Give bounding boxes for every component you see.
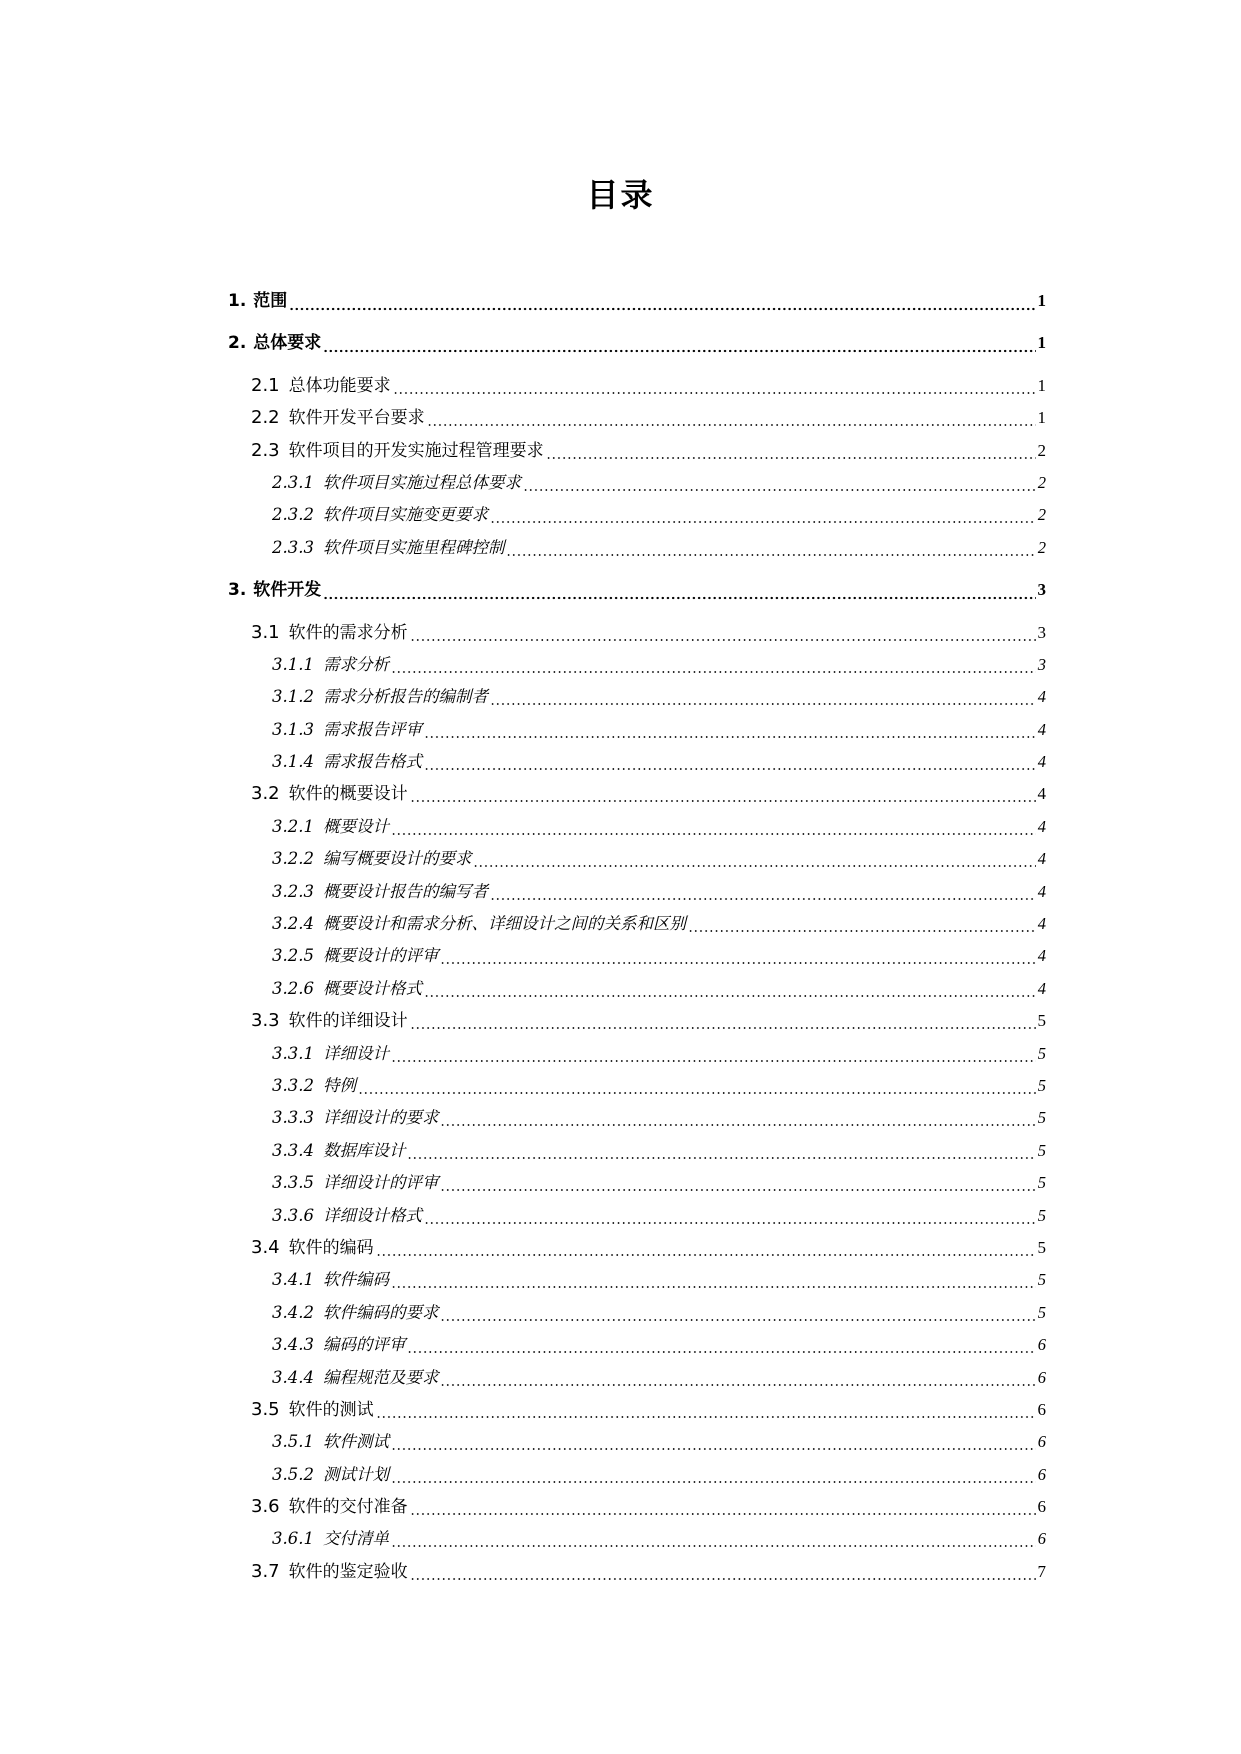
dot-leader <box>376 1232 1036 1264</box>
dot-leader <box>358 1070 1036 1102</box>
toc-entry-number: 3.2.4 <box>272 914 314 934</box>
dot-leader <box>289 285 1035 317</box>
dot-leader <box>506 532 1035 564</box>
toc-entry-number: 3.2.3 <box>272 881 314 901</box>
dot-leader <box>546 435 1036 467</box>
toc-entry-page-number: 2 <box>1037 537 1046 557</box>
toc-entry-number: 3.3 <box>251 1010 280 1032</box>
toc-entry-title: 需求分析 <box>322 654 389 674</box>
toc-entry-page-number: 6 <box>1037 1464 1046 1484</box>
toc-entry-number: 3.3.4 <box>272 1140 314 1160</box>
toc-entry[interactable] <box>228 1070 1046 1102</box>
toc-entry[interactable] <box>228 681 1046 713</box>
toc-entry-title: 软件项目的开发实施过程管理要求 <box>288 440 544 461</box>
toc-entry-page-number: 5 <box>1037 1270 1046 1290</box>
dot-leader <box>407 1329 1035 1361</box>
toc-entry[interactable] <box>228 746 1046 778</box>
toc-entry[interactable] <box>228 649 1046 681</box>
toc-entry-page-number: 1 <box>1037 408 1046 428</box>
toc-entry[interactable] <box>228 467 1046 499</box>
toc-entry[interactable] <box>228 973 1046 1005</box>
toc-entry-page-number: 5 <box>1037 1205 1046 1225</box>
toc-entry[interactable] <box>228 617 1046 649</box>
toc-entry-title: 总体要求 <box>253 333 322 354</box>
dot-leader <box>391 811 1036 843</box>
dot-leader <box>391 1523 1036 1555</box>
toc-entry-page-number: 5 <box>1037 1108 1046 1128</box>
toc-entry-number: 3.5.1 <box>272 1432 314 1452</box>
dot-leader <box>410 1005 1036 1037</box>
toc-entry-title: 概要设计和需求分析、详细设计之间的关系和区别 <box>322 914 686 934</box>
toc-entry-number: 3.4.1 <box>272 1270 314 1290</box>
toc-entry-number: 3.5 <box>251 1398 280 1420</box>
toc-entry-title: 软件项目实施过程总体要求 <box>322 472 521 492</box>
toc-entry[interactable] <box>228 435 1046 467</box>
toc-entry-title: 软件的需求分析 <box>288 622 408 643</box>
toc-entry-title: 需求报告评审 <box>322 719 422 739</box>
dot-leader <box>393 370 1036 402</box>
dot-leader <box>490 681 1036 713</box>
dot-leader <box>410 1491 1036 1523</box>
toc-entry-title: 软件编码的要求 <box>322 1302 439 1322</box>
dot-leader <box>391 1038 1036 1070</box>
toc-entry[interactable] <box>228 285 1046 317</box>
dot-leader <box>424 746 1036 778</box>
toc-entry[interactable] <box>228 1264 1046 1296</box>
dot-leader <box>490 499 1036 531</box>
toc-entry-page-number: 5 <box>1037 1302 1046 1322</box>
toc-entry-number: 2.2 <box>251 407 280 429</box>
toc-entry-title: 交付清单 <box>322 1529 389 1549</box>
toc-entry[interactable] <box>228 1426 1046 1458</box>
toc-entry[interactable] <box>228 1329 1046 1361</box>
toc-entry-title: 软件的交付准备 <box>288 1497 408 1518</box>
toc-entry[interactable] <box>228 1362 1046 1394</box>
toc-entry-number: 2.3 <box>251 439 280 461</box>
toc-entry-number: 3.4 <box>251 1236 280 1258</box>
toc-entry[interactable] <box>228 1135 1046 1167</box>
toc-entry-number: 3.1.2 <box>272 687 314 707</box>
toc-entry-title: 软件的详细设计 <box>288 1011 408 1032</box>
toc-entry-title: 测试计划 <box>322 1464 389 1484</box>
toc-entry[interactable] <box>228 1459 1046 1491</box>
toc-entry-number: 3.6.1 <box>272 1529 314 1549</box>
toc-entry-number: 1. <box>228 291 247 311</box>
toc-entry-number: 3.3.1 <box>272 1043 314 1063</box>
toc-entry-title: 概要设计报告的编写者 <box>322 881 488 901</box>
toc-entry-number: 3.6 <box>251 1496 280 1518</box>
toc-entry-title: 需求报告格式 <box>322 752 422 772</box>
toc-entry[interactable] <box>228 574 1046 606</box>
toc-entry-title: 详细设计格式 <box>322 1205 422 1225</box>
toc-entry[interactable] <box>228 908 1046 940</box>
dot-leader <box>440 1297 1035 1329</box>
dot-leader <box>424 1200 1036 1232</box>
dot-leader <box>410 1556 1036 1588</box>
toc-entry-page-number: 6 <box>1037 1529 1046 1549</box>
toc-entry-title: 软件的概要设计 <box>288 784 408 805</box>
toc-entry-number: 3.2.6 <box>272 978 314 998</box>
toc-entry-page-number: 2 <box>1037 472 1046 492</box>
toc-entry-page-number: 4 <box>1037 687 1046 707</box>
toc-entry-number: 3.1.4 <box>272 752 314 772</box>
toc-entry-title: 软件项目实施变更要求 <box>322 505 488 525</box>
toc-entry-number: 3.7 <box>251 1560 280 1582</box>
toc-entry-title: 详细设计 <box>322 1043 389 1063</box>
dot-leader <box>391 1264 1036 1296</box>
toc-entry[interactable] <box>228 1200 1046 1232</box>
dot-leader <box>323 574 1035 606</box>
toc-entry-page-number: 6 <box>1037 1335 1046 1355</box>
dot-leader <box>440 1362 1035 1394</box>
dot-leader <box>440 1167 1035 1199</box>
table-of-contents <box>228 285 1046 1588</box>
toc-entry[interactable] <box>228 1491 1046 1523</box>
toc-entry-number: 2.1 <box>251 374 280 396</box>
toc-entry-title: 概要设计的评审 <box>322 946 439 966</box>
dot-leader <box>391 1426 1036 1458</box>
toc-entry-number: 3.3.2 <box>272 1075 314 1095</box>
toc-entry-number: 2.3.1 <box>272 472 314 492</box>
toc-entry-title: 软件的编码 <box>288 1237 374 1258</box>
toc-entry-title: 总体功能要求 <box>288 375 391 396</box>
toc-entry-number: 2. <box>228 333 247 354</box>
toc-entry-title: 软件测试 <box>322 1432 389 1452</box>
toc-entry-title: 详细设计的评审 <box>322 1173 439 1193</box>
toc-entry-page-number: 6 <box>1037 1497 1046 1517</box>
toc-entry[interactable] <box>228 532 1046 564</box>
dot-leader <box>473 843 1035 875</box>
toc-entry[interactable] <box>228 714 1046 746</box>
toc-entry-title: 软件的测试 <box>288 1399 374 1420</box>
dot-leader <box>490 876 1036 908</box>
dot-leader <box>376 1394 1036 1426</box>
toc-entry[interactable] <box>228 327 1046 359</box>
dot-leader <box>410 617 1036 649</box>
toc-entry[interactable] <box>228 1394 1046 1426</box>
toc-entry-page-number: 3 <box>1037 580 1046 600</box>
toc-entry-page-number: 5 <box>1037 1140 1046 1160</box>
toc-entry-number: 3.2.2 <box>272 849 314 869</box>
toc-entry-number: 3.4.2 <box>272 1302 314 1322</box>
toc-entry-page-number: 5 <box>1037 1237 1046 1257</box>
toc-entry-title: 数据库设计 <box>322 1140 406 1160</box>
toc-entry[interactable] <box>228 876 1046 908</box>
toc-entry[interactable] <box>228 402 1046 434</box>
toc-entry-title: 详细设计的要求 <box>322 1108 439 1128</box>
toc-entry-title: 概要设计格式 <box>322 978 422 998</box>
dot-leader <box>323 327 1035 359</box>
dot-leader <box>391 649 1036 681</box>
toc-entry-page-number: 1 <box>1037 291 1046 310</box>
toc-entry[interactable] <box>228 1038 1046 1070</box>
toc-entry-title: 特例 <box>322 1075 356 1095</box>
toc-entry-number: 2.3.3 <box>272 537 314 557</box>
toc-entry[interactable] <box>228 1005 1046 1037</box>
toc-entry-number: 3.1.1 <box>272 654 314 674</box>
toc-entry[interactable] <box>228 811 1046 843</box>
toc-entry-number: 3.1 <box>251 621 280 643</box>
toc-entry-title: 编程规范及要求 <box>322 1367 439 1387</box>
dot-leader <box>688 908 1036 940</box>
toc-entry[interactable] <box>228 1102 1046 1134</box>
toc-entry-title: 软件项目实施里程碑控制 <box>322 537 505 557</box>
toc-entry-title: 软件开发平台要求 <box>288 408 425 429</box>
toc-entry-number: 3.3.5 <box>272 1173 314 1193</box>
toc-entry-title: 软件编码 <box>322 1270 389 1290</box>
toc-entry-number: 3.3.6 <box>272 1205 314 1225</box>
toc-entry-number: 3.2 <box>251 783 280 805</box>
toc-entry-page-number: 5 <box>1037 1173 1046 1193</box>
toc-entry[interactable] <box>228 778 1046 810</box>
toc-entry-page-number: 6 <box>1037 1367 1046 1387</box>
toc-entry-title: 编写概要设计的要求 <box>322 849 472 869</box>
toc-entry-page-number: 4 <box>1037 816 1046 836</box>
toc-entry-title: 范围 <box>253 291 288 311</box>
dot-leader <box>424 714 1036 746</box>
toc-entry-page-number: 4 <box>1037 946 1046 966</box>
toc-entry-page-number: 6 <box>1037 1399 1046 1419</box>
toc-entry-title: 软件的鉴定验收 <box>288 1561 408 1582</box>
page-title: 目录 <box>586 176 655 214</box>
dot-leader <box>523 467 1036 499</box>
toc-entry-page-number: 4 <box>1037 978 1046 998</box>
toc-entry-page-number: 5 <box>1037 1043 1046 1063</box>
toc-entry-page-number: 2 <box>1037 505 1046 525</box>
toc-entry[interactable] <box>228 499 1046 531</box>
toc-entry-page-number: 3 <box>1037 622 1046 642</box>
toc-entry-page-number: 2 <box>1037 440 1046 460</box>
toc-entry-title: 编码的评审 <box>322 1335 406 1355</box>
dot-leader <box>391 1459 1036 1491</box>
toc-entry-number: 3.2.1 <box>272 816 314 836</box>
toc-entry-page-number: 1 <box>1037 333 1046 353</box>
toc-entry-number: 2.3.2 <box>272 505 314 525</box>
toc-entry-title: 需求分析报告的编制者 <box>322 687 488 707</box>
dot-leader <box>440 1102 1035 1134</box>
toc-entry[interactable] <box>228 843 1046 875</box>
dot-leader <box>424 973 1036 1005</box>
toc-entry-page-number: 6 <box>1037 1432 1046 1452</box>
toc-entry[interactable] <box>228 940 1046 972</box>
toc-entry[interactable] <box>228 1556 1046 1588</box>
toc-entry-page-number: 4 <box>1037 881 1046 901</box>
toc-entry-number: 3.1.3 <box>272 719 314 739</box>
toc-entry-title: 软件开发 <box>253 580 322 601</box>
dot-leader <box>410 778 1036 810</box>
toc-entry[interactable] <box>228 370 1046 402</box>
toc-entry-title: 概要设计 <box>322 816 389 836</box>
toc-entry-page-number: 4 <box>1037 784 1046 804</box>
toc-entry-number: 3. <box>228 580 247 601</box>
toc-entry-number: 3.5.2 <box>272 1464 314 1484</box>
toc-entry[interactable] <box>228 1523 1046 1555</box>
toc-entry-page-number: 4 <box>1037 752 1046 772</box>
toc-entry[interactable] <box>228 1232 1046 1264</box>
toc-entry-number: 3.2.5 <box>272 946 314 966</box>
toc-entry-page-number: 7 <box>1037 1561 1046 1581</box>
toc-entry[interactable] <box>228 1167 1046 1199</box>
toc-entry-page-number: 5 <box>1037 1075 1046 1095</box>
dot-leader <box>407 1135 1035 1167</box>
toc-entry-number: 3.4.4 <box>272 1367 314 1387</box>
toc-entry-number: 3.3.3 <box>272 1108 314 1128</box>
toc-entry-number: 3.4.3 <box>272 1335 314 1355</box>
dot-leader <box>427 402 1036 434</box>
toc-entry[interactable] <box>228 1297 1046 1329</box>
toc-entry-page-number: 3 <box>1037 654 1046 674</box>
toc-entry-page-number: 1 <box>1037 375 1046 395</box>
toc-entry-page-number: 4 <box>1037 719 1046 739</box>
dot-leader <box>440 940 1035 972</box>
toc-entry-page-number: 5 <box>1037 1011 1046 1031</box>
toc-entry-page-number: 4 <box>1037 914 1046 934</box>
toc-entry-page-number: 4 <box>1037 849 1046 869</box>
